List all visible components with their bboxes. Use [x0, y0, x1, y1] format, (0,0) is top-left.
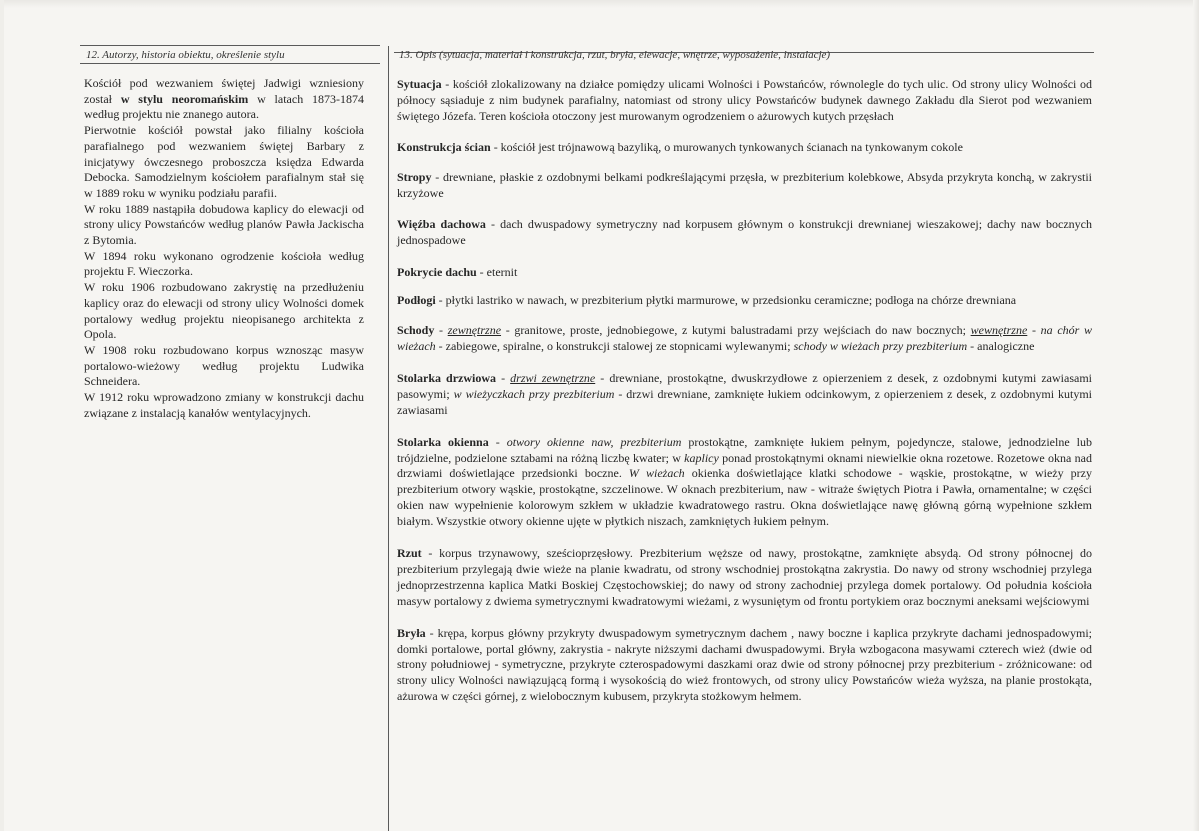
section-rzut: Rzut - korpus trzynawowy, sześcioprzęsłowy. Prezbiterium węższe od nawy, prostokątne, zamknięte absydą. Od strony północnej do prezbiterium przylegają dwie wieże na planie kwadratu, od strony wschodniej prostokątna zakrystia. Do nawy od strony wschodniej przylega jednoprzestrzenna kaplica Matki Boskiej Częstochowskiej; do nawy od strony zachodniej przylega domek portalowy. Od południa kościoła masyw portalowy z dwiema symetrycznymi kwadratowymi wieżami, z wysuniętym od frontu portykiem oraz bocznymi aneksami wejściowymi	[397, 546, 1092, 608]
history-paragraph: W 1908 roku rozbudowano korpus wznosząc masyw portalowo-wieżowy według projektu Ludwika Schneidera.	[84, 342, 364, 389]
history-column	[84, 76, 364, 421]
history-paragraph: Kościół pod wezwaniem świętej Jadwigi wzniesiony został w stylu neoromańskim w latach 1873-1874 według projektu nie znanego autora.	[84, 76, 365, 122]
section-wiezba: Więźba dachowa - dach dwuspadowy symetryczny nad korpusem głównym o konstrukcji drewnianej wieszakowej; dachy naw bocznych jednospadowe	[397, 217, 1092, 248]
header-rule-left	[80, 45, 380, 46]
section-sytuacja: Sytuacja - kościół zlokalizowany na działce pomiędzy ulicami Wolności i Powstańców, równolegle do tych ulic. Od strony ulicy Wolności od północy sąsiaduje z nim budynek parafialny, natomiast od strony ulicy Powstańców budynek dawnego Zakładu dla Sierot pod wezwaniem świętego Józefa. Teren kościoła otoczony jest murowanym ogrodzeniem o ażurowych kutych przęsłach	[397, 77, 1092, 123]
header-underline-left	[80, 63, 380, 64]
section-stolarka-drzwiowa: Stolarka drzwiowa - drzwi zewnętrzne - drewniane, prostokątne, dwuskrzydłowe z opierzeniem z desek, z ozdobnymi kutymi zawiasami pasowymi; w wieżyczkach przy prezbiterium - drzwi drewniane, zamknięte łukiem odcinkowym, z opierzeniem z desek, z ozdobnymi kutymi zawiasami	[397, 370, 1092, 417]
scan-edge-right	[1193, 0, 1199, 831]
section-podlogi: Podłogi - płytki lastriko w nawach, w prezbiterium płytki marmurowe, w przedsionku ceramiczne; podłoga na chórze drewniana	[397, 293, 1017, 308]
history-paragraph: W roku 1906 rozbudowano zakrystię na przedłużeniu kaplicy oraz do elewacji od strony ulicy Wolności domek portalowy według projektu nieopisanego architekta z Opola.	[84, 280, 364, 342]
section-stolarka-okienna: Stolarka okienna - otwory okienne naw, prezbiterium prostokątne, zamknięte łukiem pełnym, pojedyncze, stalowe, jednodzielne lub trójdzielne, podzielone sztabami na różną liczbę kwater; w kaplicy ponad prostokątnymi oknami niewielkie okna rozetowe. Rozetowe okna nad drzwiami doświetlające przedsionki boczne. W wieżach okienka doświetlające klatki schodowe - wąskie, prostokątne, w wieży przy prezbiterium otwory wąskie, prostokątne, szczelinowe. W oknach prezbiterium, naw - witraże świętych Piotra i Pawła, ornamentalne; w części okien naw wypełnienie kolorowym szkłem w układzie kwadratowego rastru. Okna doświetlające nawę główną górną wypełnione szkłem białym. Wszystkie otwory okienne ujęte w płytkich niszach, zamkniętych łukiem pełnym.	[397, 434, 1093, 529]
header-right: 13. Opis (sytuacja, materiał i konstrukcja, rzut, bryła, elewacje, wnętrze, wyposażenie, instalacje)	[399, 49, 831, 61]
history-paragraph: W 1912 roku wprowadzono zmiany w konstrukcji dachu związane z instalacją kanałów wentylacyjnych.	[84, 390, 364, 420]
section-pokrycie: Pokrycie dachu - eternit	[397, 265, 518, 280]
scan-edge-top	[0, 0, 1199, 8]
section-schody: Schody - zewnętrzne - granitowe, proste, jednobiegowe, z kutymi balustradami przy wejściach do naw bocznych; wewnętrzne - na chór w wieżach - zabiegowe, spiralne, o konstrukcji stalowej ze stopnicami wylewanymi; schody w wieżach przy prezbiterium - analogiczne	[397, 323, 1092, 353]
history-paragraph: W roku 1889 nastąpiła dobudowa kaplicy do elewacji od strony ulicy Powstańców według planów Pawła Jackischa z Bytomia.	[84, 201, 364, 248]
scan-edge-left	[0, 0, 4, 831]
history-paragraph: Pierwotnie kościół powstał jako filialny kościoła parafialnego pod wezwaniem świętej Barbary z inicjatywy ówczesnego proboszcza księdza Edwarda Debocka. Samodzielnym kościołem parafialnym stał się w 1889 roku w wyniku podziału parafii.	[84, 123, 364, 200]
column-divider	[388, 46, 389, 831]
history-paragraph: W 1894 roku wykonano ogrodzenie kościoła według projektu F. Wieczorka.	[84, 248, 364, 279]
header-left: 12. Autorzy, historia obiektu, określenie stylu	[86, 49, 285, 61]
section-stropy: Stropy - drewniane, płaskie z ozdobnymi belkami podkreślającymi przęsła, w prezbiterium kolebkowe, Absyda przykryta konchą, w zakrystii krzyżowe	[397, 169, 1092, 200]
section-bryla: Bryła - krępa, korpus główny przykryty dwuspadowym symetrycznym dachem , nawy boczne i kaplica przykryte dachami jednospadowymi; domki portalowe, portal główny, zakrystia - nakryte niższymi dachami dwuspadowymi. Bryła wzbogacona masywami czterech wież (dwie od strony południowej - symetryczne, przykryte czterospadowymi daszkami oraz dwie od strony północnej przy prezbiterium - zróżnicowane: od strony ulicy Wolności nawiązującą formą i wysokością do wież frontowych, od strony ulicy Powstańców wieża wyższa, na planie prostokąta, ażurowa w części górnej, z wielobocznym kubusem, przykryta stożkowym hełmem.	[397, 625, 1092, 704]
description-column	[397, 77, 1092, 705]
style-term: w stylu neoromańskim	[120, 91, 249, 106]
section-konstrukcja: Konstrukcja ścian - kościół jest trójnawową bazyliką, o murowanych tynkowanych ścianach na tynkowanym cokole	[397, 139, 963, 154]
